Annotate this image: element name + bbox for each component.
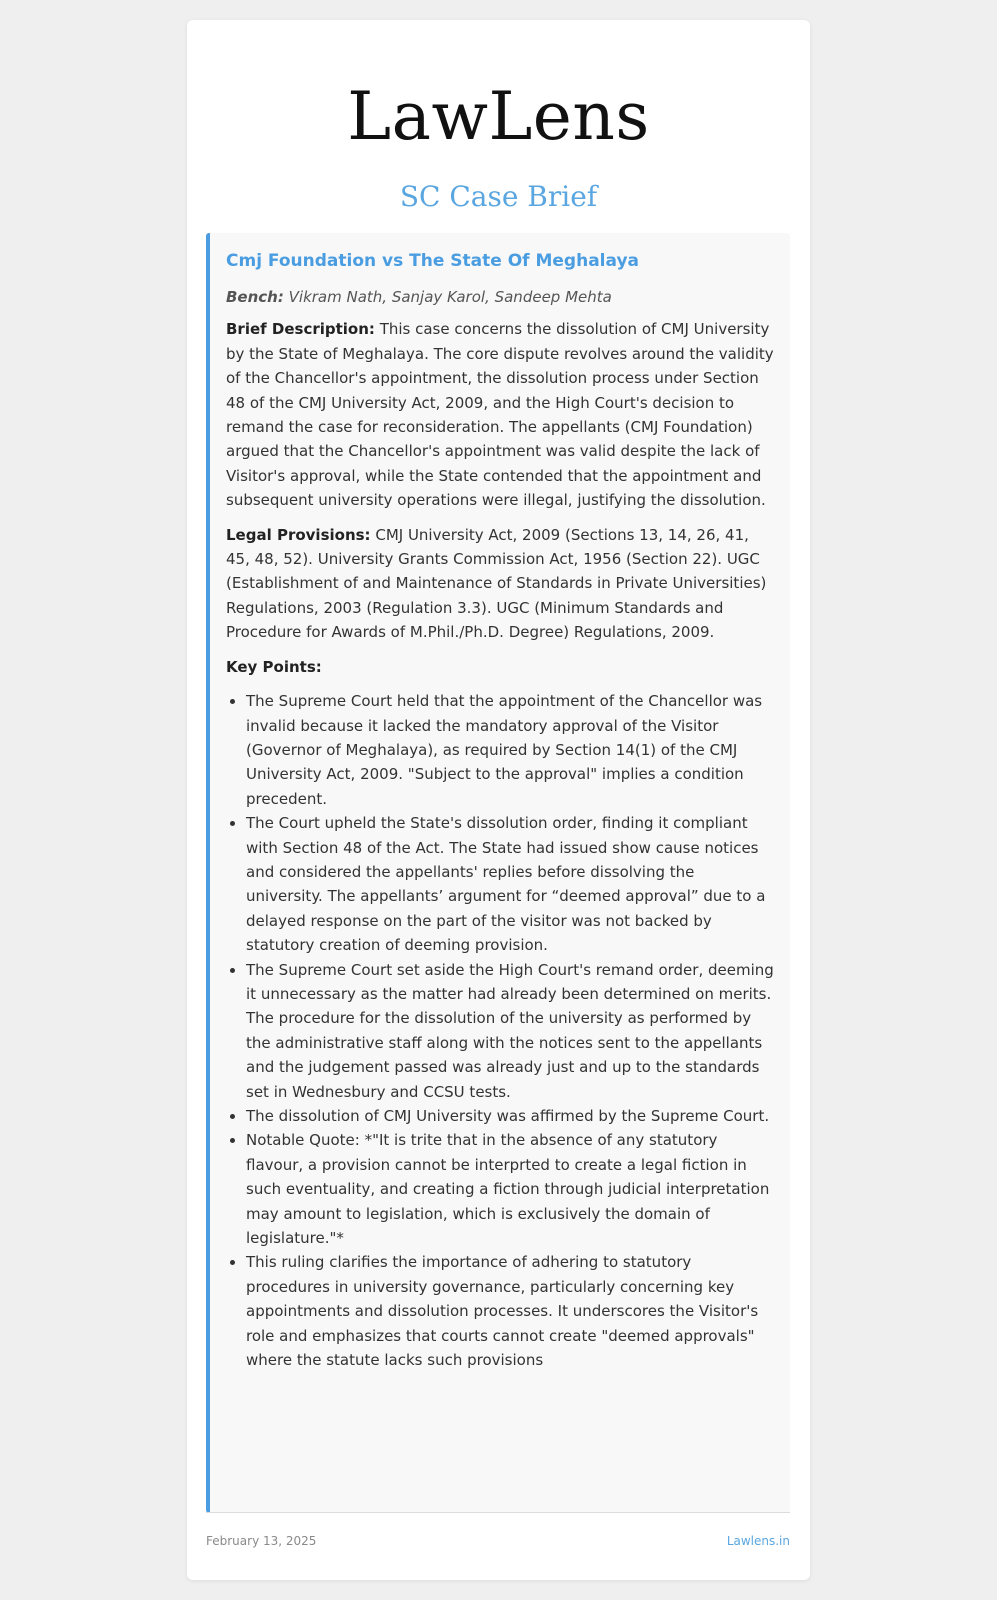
- brand-title: LawLens: [347, 78, 650, 155]
- provisions-label: Legal Provisions:: [226, 525, 371, 544]
- description-text: This case concerns the dissolution of CMJ University by the State of Meghalaya. The core dispute revolves around the validity of the Chancellor's appointment, the dissolution process under Section 48 of the CMJ University Act, 2009, and the High Court's decision to remand the case for reconsideration. The appellants (CMJ Foundation) argued that the Chancellor's appointment was valid despite the lack of Visitor's approval, while the State contended that the appointment and subsequent university operations were illegal, justifying the dissolution.: [226, 320, 774, 510]
- case-title: Cmj Foundation vs The State Of Meghalaya: [226, 251, 640, 271]
- newsletter-card: [187, 20, 810, 1580]
- description-label: Brief Description:: [226, 320, 375, 339]
- footer-date: February 13, 2025: [206, 1534, 317, 1548]
- bench-line: [226, 285, 774, 309]
- key-point-item: • The dissolution of CMJ University was affirmed by the Supreme Court.: [246, 1104, 774, 1128]
- legal-provisions: [226, 523, 774, 645]
- bench-label: Bench:: [226, 288, 284, 306]
- footer-divider: [206, 1512, 790, 1513]
- case-brief-panel: [206, 233, 790, 1513]
- bench-judges: Vikram Nath, Sanjay Karol, Sandeep Mehta: [288, 288, 612, 306]
- key-points-list: [226, 689, 774, 1372]
- page-subtitle: SC Case Brief: [399, 180, 598, 213]
- provisions-text: CMJ University Act, 2009 (Sections 13, 14, 26, 41, 45, 48, 52). University Grants Commission Act, 1956 (Section 22). UGC (Establishment of and Maintenance of Standards in Private Universities) Regulations, 2003 (Regulation 3.3). UGC (Minimum Standards and Procedure for Awards of M.Phil./Ph.D. Degree) Regulations, 2009.: [226, 525, 767, 642]
- key-point-item: • The Supreme Court held that the appointment of the Chancellor was invalid because it lacked the mandatory approval of the Visitor (Governor of Meghalaya), as required by Section 14(1) of the CMJ University Act, 2009. "Subject to the approval" implies a condition precedent.: [246, 689, 774, 811]
- footer-website-link[interactable]: Lawlens.in: [726, 1534, 790, 1548]
- key-point-item: • Notable Quote: *"It is trite that in the absence of any statutory flavour, a provision cannot be interprted to create a legal fiction in such eventuality, and creating a fiction through judicial interpretation may amount to legislation, which is exclusively the domain of legislature."*: [246, 1128, 774, 1250]
- key-points-heading: [226, 655, 774, 679]
- brief-description: [226, 317, 774, 512]
- key-point-item: • The Court upheld the State's dissolution order, finding it compliant with Section 48 of the Act. The State had issued show cause notices and considered the appellants' replies before dissolving the university. The appellants’ argument for “deemed approval” due to a delayed response on the part of the visitor was not backed by statutory creation of deeming provision.: [246, 811, 774, 957]
- key-point-item: • This ruling clarifies the importance of adhering to statutory procedures in university governance, particularly concerning key appointments and dissolution processes. It underscores the Visitor's role and emphasizes that courts cannot create "deemed approvals" where the statute lacks such provisions: [246, 1250, 774, 1372]
- key-point-item: • The Supreme Court set aside the High Court's remand order, deeming it unnecessary as the matter had already been determined on merits. The procedure for the dissolution of the university as performed by the administrative staff along with the notices sent to the appellants and the judgement passed was already just and up to the standards set in Wednesbury and CCSU tests.: [246, 958, 774, 1104]
- key-points-label: Key Points:: [226, 657, 322, 676]
